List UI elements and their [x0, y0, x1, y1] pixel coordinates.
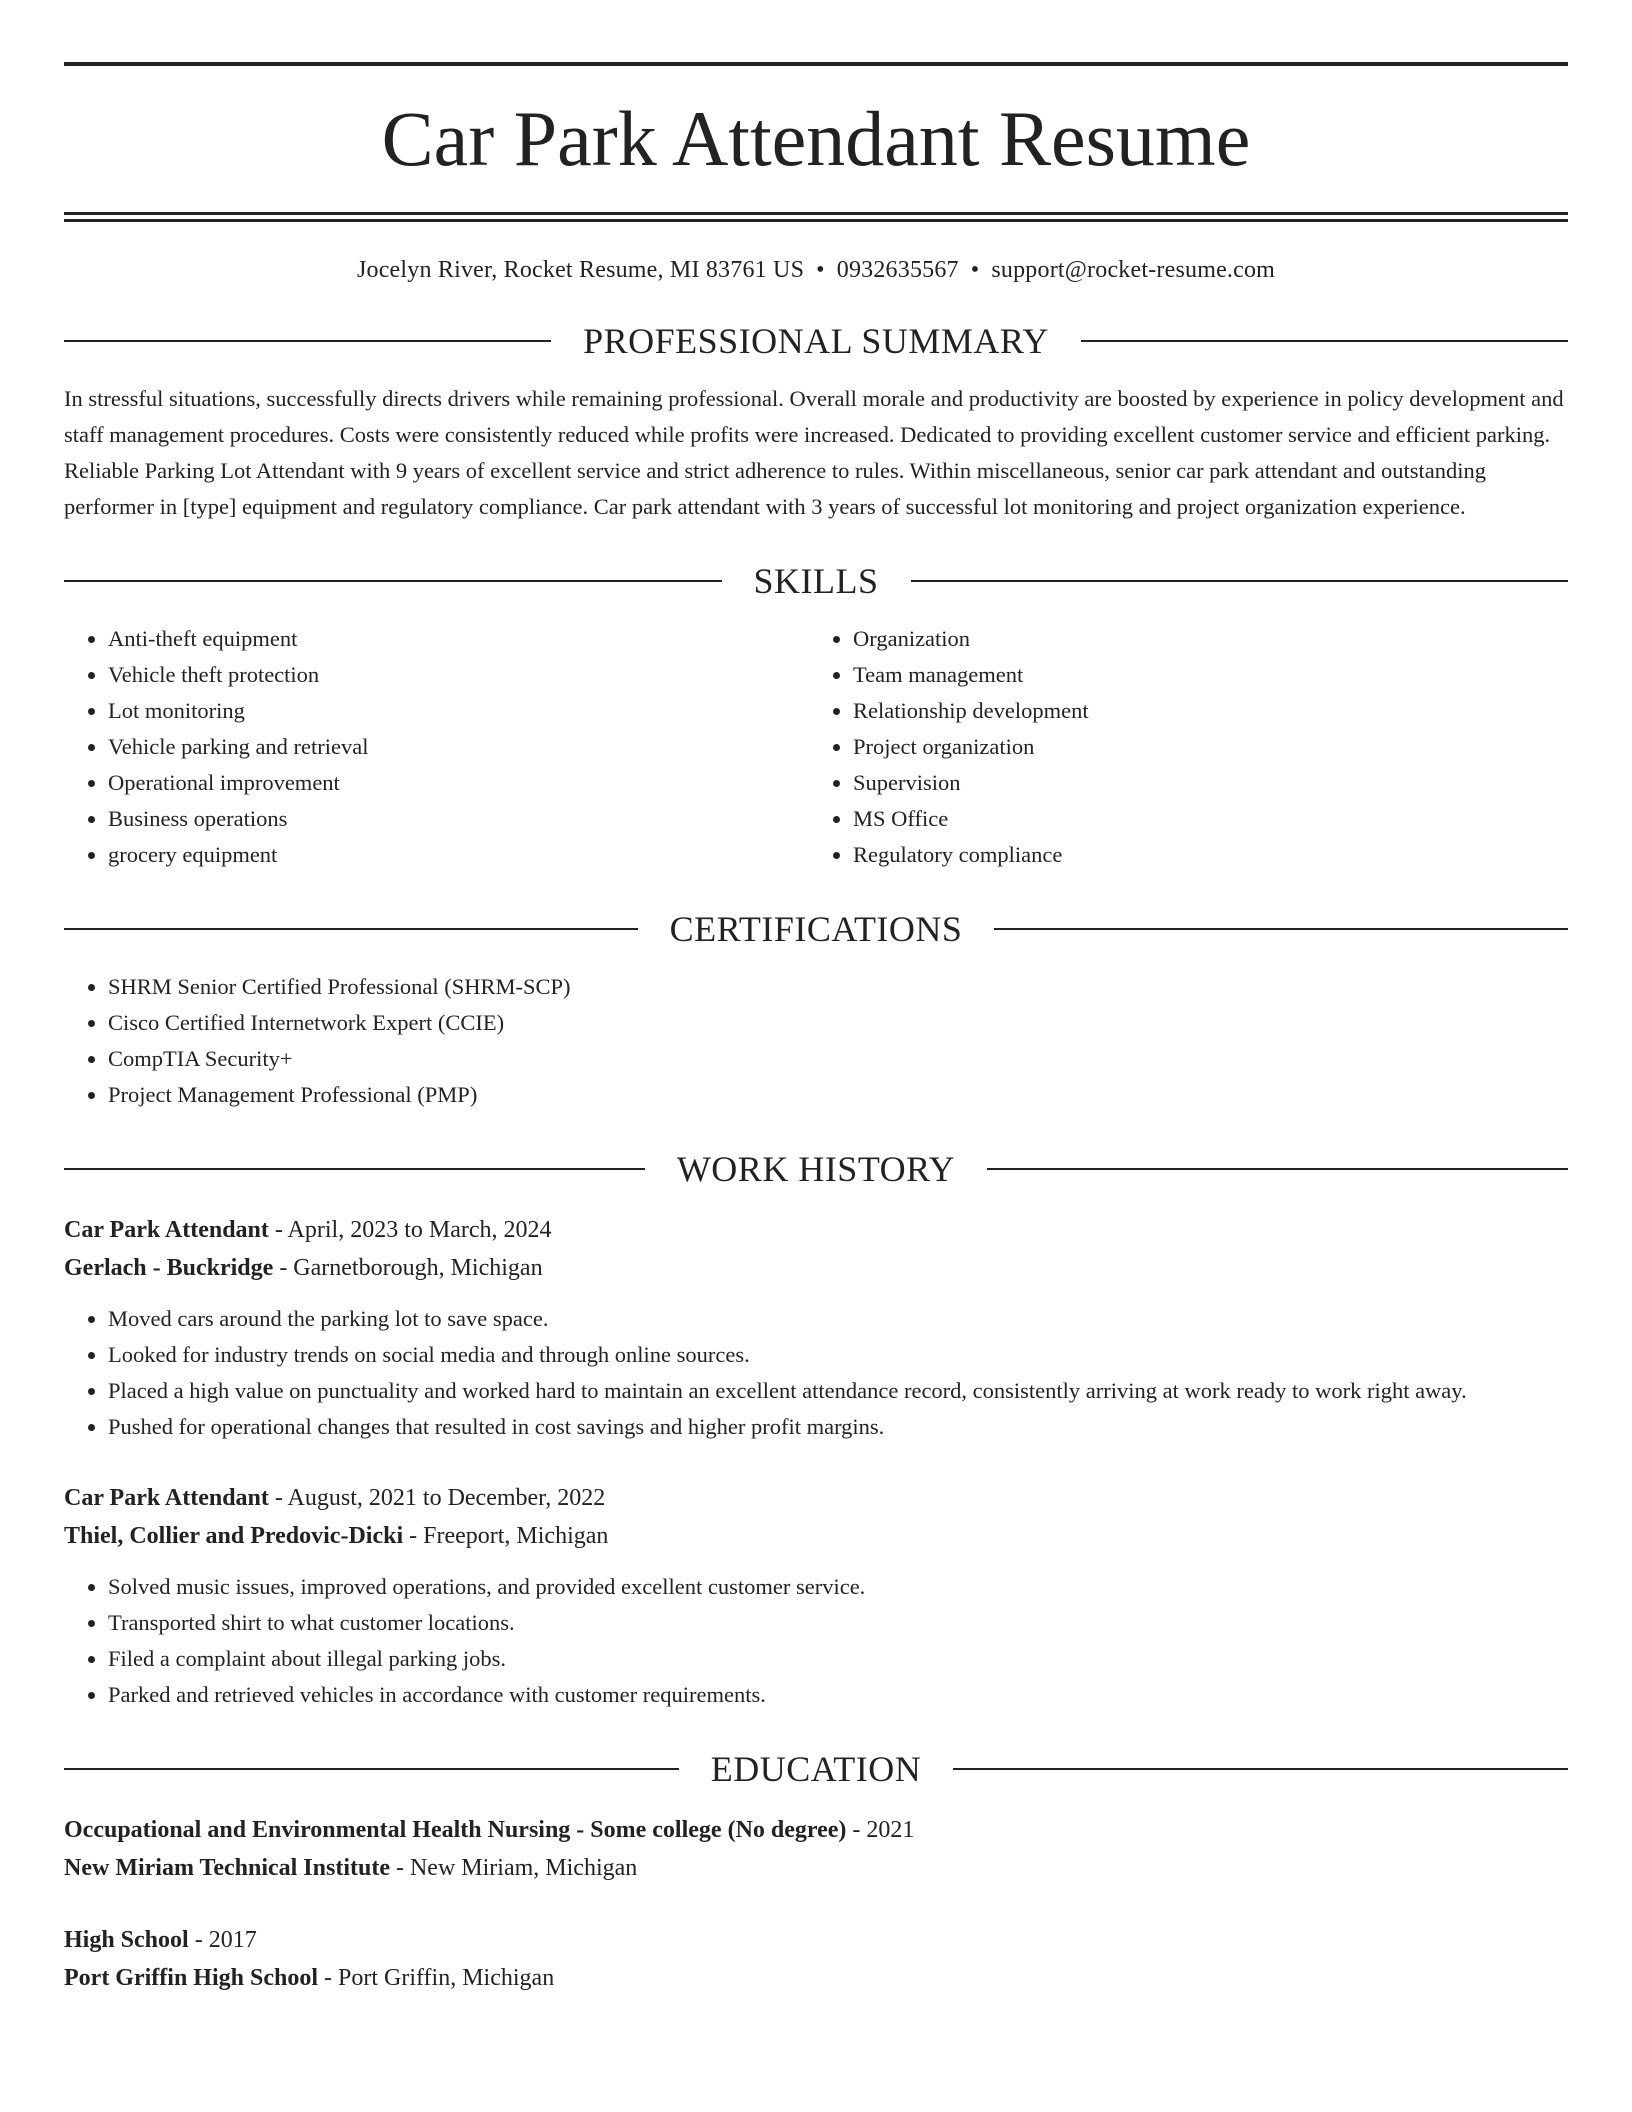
- section-header-education: [64, 1748, 1568, 1789]
- education-location: - Port Griffin, Michigan: [318, 1964, 555, 1991]
- summary-text: In stressful situations, successfully directs drivers while remaining professional. Overall morale and productivity are boosted by experience in policy development and staff management procedures. Costs were consistently reduced while profits were increased. Dedicated to providing excellent customer service and efficient parking. Reliable Parking Lot Attendant with 9 years of excellent service and strict adherence to rules. Within miscellaneous, senior car park attendant and outstanding performer in [type] equipment and regulatory compliance. Car park attendant with 3 years of successful lot monitoring and project organization experience.: [64, 385, 1564, 519]
- certification-item: • Project Management Professional (PMP): [108, 1077, 1568, 1113]
- section-header-certifications: [64, 908, 1568, 949]
- certification-item: • SHRM Senior Certified Professional (SHRM-SCP): [108, 969, 1568, 1005]
- job-role: Car Park Attendant: [64, 1484, 269, 1511]
- section-title-certifications: CERTIFICATIONS: [669, 908, 963, 949]
- section-title-work: WORK HISTORY: [676, 1148, 956, 1189]
- job-duty-item: • Filed a complaint about illegal parking jobs.: [108, 1641, 1568, 1677]
- contact-phone: 0932635567: [836, 257, 959, 283]
- certification-item: • CompTIA Security+: [108, 1041, 1568, 1077]
- job-duty-item: • Placed a high value on punctuality and worked hard to maintain an excellent attendance record, consistently arriving at work ready to work right away.: [108, 1373, 1568, 1409]
- job-company: Thiel, Collier and Predovic-Dicki: [64, 1522, 404, 1549]
- skill-item: • Supervision: [853, 765, 1568, 801]
- job-duty-item: • Moved cars around the parking lot to save space.: [108, 1301, 1568, 1337]
- section-rule-right: [987, 1168, 1568, 1170]
- certifications-block: [64, 969, 1568, 1113]
- education-year: - 2021: [846, 1816, 915, 1843]
- skills-grid: [64, 621, 1568, 873]
- skill-item: • Operational improvement: [108, 765, 816, 801]
- education-entry: [64, 1921, 1568, 1997]
- job-duty-item: • Solved music issues, improved operations, and provided excellent customer service.: [108, 1569, 1568, 1605]
- section-header-work: [64, 1148, 1568, 1189]
- education-year: - 2017: [188, 1926, 257, 1953]
- section-header-summary: [64, 320, 1568, 361]
- skill-item: • Business operations: [108, 801, 816, 837]
- section-title-summary: PROFESSIONAL SUMMARY: [583, 320, 1049, 361]
- contact-address: Jocelyn River, Rocket Resume, MI 83761 US: [356, 257, 805, 283]
- job-entry: [64, 1211, 1568, 1445]
- skills-list-right: [816, 621, 1568, 873]
- skill-item: • grocery equipment: [108, 837, 816, 873]
- section-rule-right: [953, 1768, 1568, 1770]
- skill-item: • Regulatory compliance: [853, 837, 1568, 873]
- page-title: Car Park Attendant Resume: [381, 95, 1251, 182]
- job-title-line: [64, 1211, 1568, 1249]
- skill-item: • Anti-theft equipment: [108, 621, 816, 657]
- job-company-line: [64, 1249, 1568, 1287]
- certification-item: • Cisco Certified Internetwork Expert (CCIE): [108, 1005, 1568, 1041]
- skill-item: • Team management: [853, 657, 1568, 693]
- skills-column-left: [64, 621, 816, 873]
- section-rule-right: [1081, 340, 1568, 342]
- job-duty-item: • Transported shirt to what customer locations.: [108, 1605, 1568, 1641]
- job-role: Car Park Attendant: [64, 1216, 269, 1243]
- job-company-line: [64, 1517, 1568, 1555]
- job-dates: - April, 2023 to March, 2024: [268, 1216, 552, 1243]
- job-company: Gerlach - Buckridge: [64, 1254, 274, 1281]
- job-location: - Freeport, Michigan: [403, 1522, 609, 1549]
- skill-item: • Vehicle parking and retrieval: [108, 729, 816, 765]
- section-title-education: EDUCATION: [710, 1748, 922, 1789]
- skill-item: • Project organization: [853, 729, 1568, 765]
- job-title-line: [64, 1479, 1568, 1517]
- contact-separator: •: [816, 257, 825, 283]
- skills-list-left: [64, 621, 816, 873]
- job-dates: - August, 2021 to December, 2022: [268, 1484, 606, 1511]
- job-entry: [64, 1479, 1568, 1713]
- education-school: Port Griffin High School: [64, 1964, 318, 1991]
- education-degree-line: [64, 1921, 1568, 1959]
- top-rule: [64, 62, 1568, 66]
- title-double-rule: [64, 212, 1568, 222]
- education-school: New Miriam Technical Institute: [64, 1854, 390, 1881]
- section-rule-right: [994, 928, 1568, 930]
- section-header-skills: [64, 560, 1568, 601]
- job-location: - Garnetborough, Michigan: [273, 1254, 543, 1281]
- contact-separator: •: [970, 257, 980, 283]
- skill-item: • Vehicle theft protection: [108, 657, 816, 693]
- job-duty-item: • Pushed for operational changes that resulted in cost savings and higher profit margins.: [108, 1409, 1568, 1445]
- section-rule-left: [64, 580, 722, 582]
- section-rule-left: [64, 1768, 679, 1770]
- skill-item: • Relationship development: [853, 693, 1568, 729]
- section-rule-left: [64, 1168, 645, 1170]
- skill-item: • Lot monitoring: [108, 693, 816, 729]
- section-title-skills: SKILLS: [753, 560, 879, 601]
- job-duty-item: • Parked and retrieved vehicles in accordance with customer requirements.: [108, 1677, 1568, 1713]
- education-degree-line: [64, 1811, 1568, 1849]
- education-location: - New Miriam, Michigan: [389, 1854, 638, 1881]
- contact-line: [64, 256, 1568, 285]
- job-duties-list: [64, 1569, 1568, 1713]
- job-duties-list: [64, 1301, 1568, 1445]
- section-rule-right: [911, 580, 1569, 582]
- job-duty-item: • Looked for industry trends on social media and through online sources.: [108, 1337, 1568, 1373]
- skill-item: • MS Office: [853, 801, 1568, 837]
- education-school-line: [64, 1959, 1568, 1997]
- contact-email: support@rocket-resume.com: [991, 257, 1276, 283]
- education-degree: High School: [64, 1926, 189, 1953]
- certifications-list: [64, 969, 1568, 1113]
- skill-item: • Organization: [853, 621, 1568, 657]
- section-rule-left: [64, 340, 551, 342]
- education-entry: [64, 1811, 1568, 1887]
- education-degree: Occupational and Environmental Health Nursing - Some college (No degree): [64, 1816, 847, 1843]
- education-school-line: [64, 1849, 1568, 1887]
- skills-column-right: [816, 621, 1568, 873]
- section-rule-left: [64, 928, 638, 930]
